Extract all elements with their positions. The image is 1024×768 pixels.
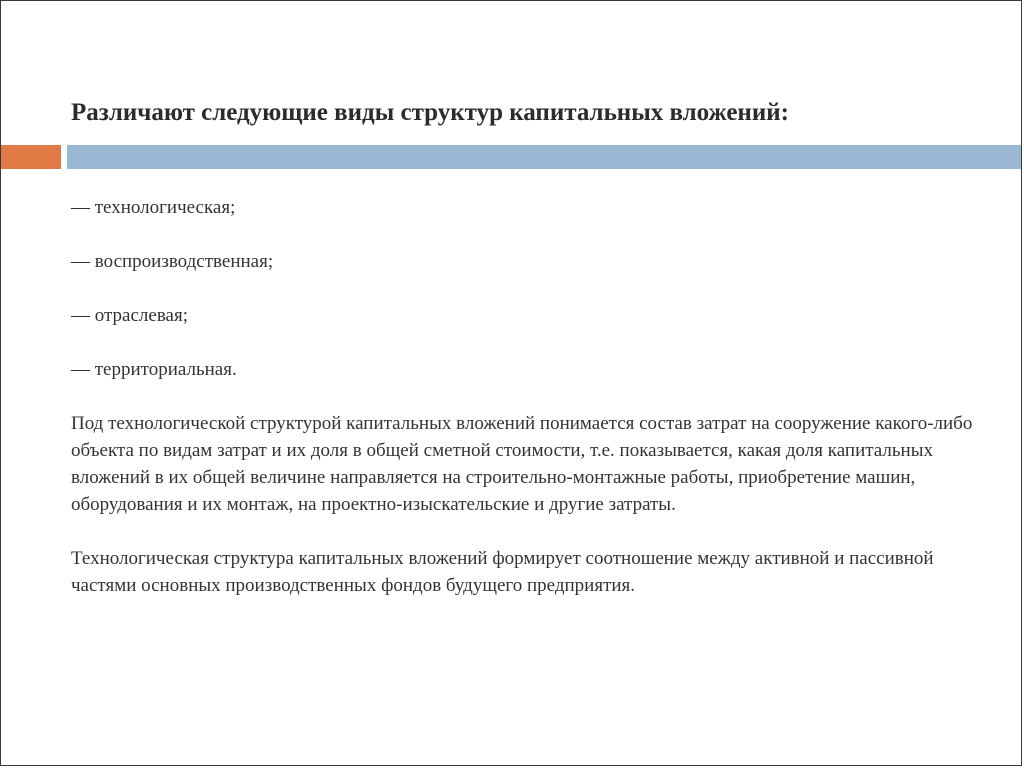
slide-content — [71, 194, 981, 626]
paragraph-technological-structure: Под технологической структурой капитальных вложений понимается состав затрат на сооружение какого-либо объекта по видам затрат и их доля в общей сметной стоимости, т.е. показывается, какая доля капитальных вложений в их общей величине направляется на строительно-монтажные работы, приобретение машин, оборудования и их монтаж, на проектно-изыскательские и другие затраты. — [71, 413, 973, 515]
paragraph-structure-ratio: Технологическая структура капитальных вложений формирует соотношение между активной и пассивной частями основных производственных фондов будущего предприятия. — [71, 548, 934, 596]
list-item: — территориальная. — [71, 359, 237, 380]
list-item: — отраслевая; — [71, 305, 188, 326]
accent-bar-orange — [1, 145, 61, 169]
list-item: — технологическая; — [71, 197, 236, 218]
list-item: — воспроизводственная; — [71, 251, 274, 272]
slide-title: Различают следующие виды структур капитальных вложений: — [71, 99, 789, 126]
accent-bar-blue — [67, 145, 1021, 169]
